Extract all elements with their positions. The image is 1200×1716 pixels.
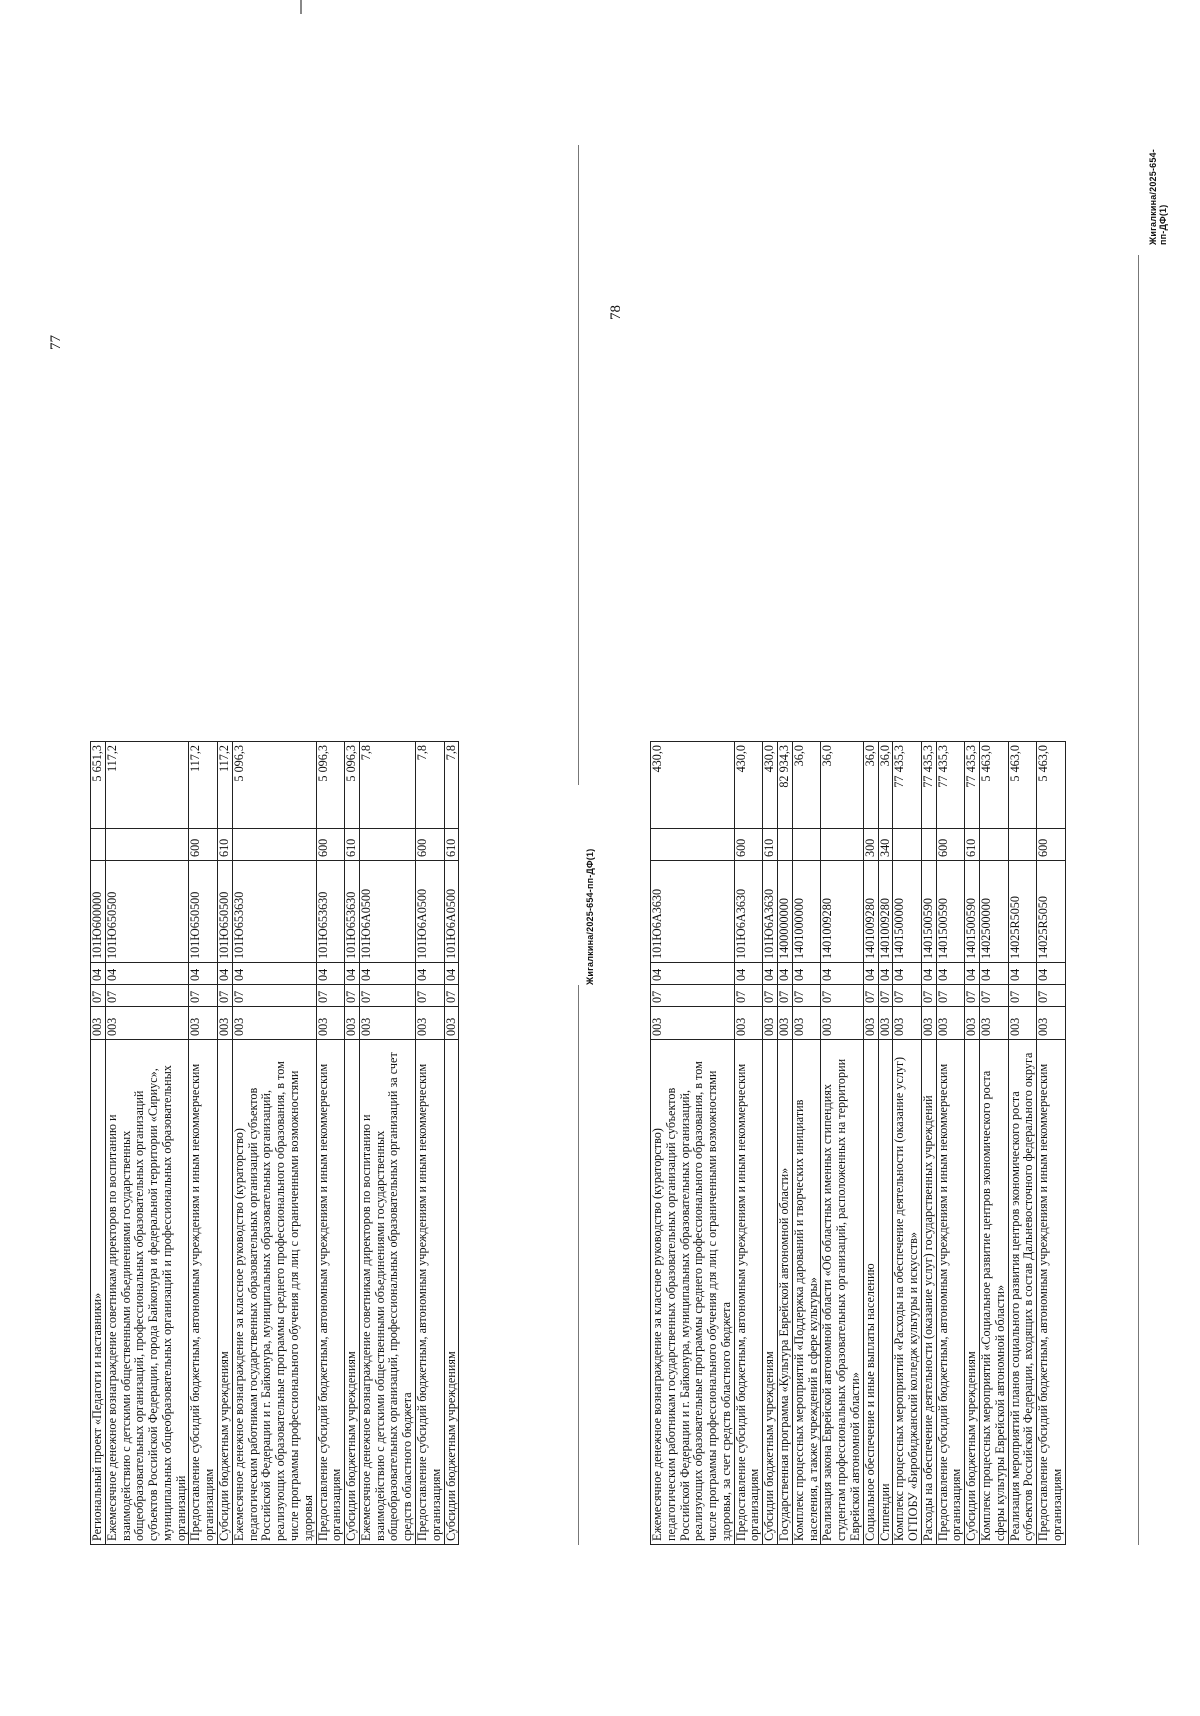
footer-signature: Жигалкина/2025-654-пп-ДФ(1) [585, 848, 595, 985]
row-code-cell-c4: 1401000000 [792, 861, 821, 963]
row-code-cell-c3: 04 [821, 963, 863, 985]
row-code-cell-c5 [778, 829, 793, 861]
table-row [345, 742, 360, 1545]
row-code-cell-c5 [651, 829, 735, 861]
row-code-cell-c3: 04 [359, 963, 415, 985]
footer-signature: Жигалкина/2025-654-пп-ДФ(1) [1148, 149, 1168, 245]
row-code-cell-c2: 07 [1008, 985, 1037, 1007]
scan-artifact [300, 0, 302, 14]
row-code-cell-c5 [921, 829, 936, 861]
table-row [734, 742, 763, 1545]
row-code-cell-c5: 610 [444, 829, 459, 861]
row-code-cell-c3: 04 [778, 963, 793, 985]
row-code-cell-c1: 003 [863, 1007, 878, 1040]
row-name-cell: Предоставление субсидий бюджетным, автономным учреждениям и иным некоммерческим организациям [415, 1040, 444, 1545]
row-code-cell-c2: 07 [91, 985, 106, 1007]
row-code-cell-c3: 04 [651, 963, 735, 985]
row-code-cell-c2: 07 [921, 985, 936, 1007]
row-name-cell: Комплекс процессных мероприятий «Расходы на обеспечение деятельности (оказание услуг) ОГПОБУ «Биробиджанский колледж культуры и искусств» [893, 1040, 922, 1545]
row-code-cell-c1: 003 [821, 1007, 863, 1040]
row-code-cell-c1: 003 [189, 1007, 218, 1040]
row-code-cell-c4: 1402500000 [979, 861, 1008, 963]
table-row [878, 742, 893, 1545]
row-name-cell: Ежемесячное денежное вознаграждение советникам директоров по воспитанию и взаимодействию с детскими общественными объединениями государственных общеобразовательных организаций, профессиональных образовательных организаций субъектов Российской Федерации, города Байконура и федеральной территории «Сириус», муниципальных общеобразовательных организаций и профессиональных образовательных организаций [105, 1040, 189, 1545]
row-code-cell-c2: 07 [218, 985, 233, 1007]
row-code-cell-c6: 77 435,3 [965, 742, 980, 829]
row-code-cell-c4: 1400000000 [778, 861, 793, 963]
row-code-cell-c5 [105, 829, 189, 861]
row-code-cell-c1: 003 [979, 1007, 1008, 1040]
row-code-cell-c2: 07 [763, 985, 778, 1007]
table-row [863, 742, 878, 1545]
row-code-cell-c6: 36,0 [878, 742, 893, 829]
table-row [1008, 742, 1037, 1545]
row-name-cell: Расходы на обеспечение деятельности (оказание услуг) государственных учреждений [921, 1040, 936, 1545]
row-name-cell: Реализация мероприятий планов социального развития центров экономического роста субъектов Российской Федерации, входящих в состав Дальневосточного федерального округа [1008, 1040, 1037, 1545]
row-name-cell: Субсидии бюджетным учреждениям [444, 1040, 459, 1545]
row-code-cell-c1: 003 [415, 1007, 444, 1040]
row-code-cell-c5: 610 [345, 829, 360, 861]
row-code-cell-c2: 07 [778, 985, 793, 1007]
row-code-cell-c3: 04 [189, 963, 218, 985]
row-code-cell-c1: 003 [936, 1007, 965, 1040]
row-code-cell-c5: 340 [878, 829, 893, 861]
row-name-cell: Предоставление субсидий бюджетным, автономным учреждениям и иным некоммерческим организациям [1037, 1040, 1066, 1545]
table-row [444, 742, 459, 1545]
row-code-cell-c1: 003 [345, 1007, 360, 1040]
row-name-cell: Комплекс процессных мероприятий «Поддержка дарований и творческих инициатив населения, а также учреждений в сфере культуры» [792, 1040, 821, 1545]
row-name-cell: Субсидии бюджетным учреждениям [763, 1040, 778, 1545]
row-code-cell-c3: 04 [979, 963, 1008, 985]
row-code-cell-c2: 07 [105, 985, 189, 1007]
row-code-cell-c4: 101Ю653630 [316, 861, 345, 963]
row-code-cell-c3: 04 [218, 963, 233, 985]
row-code-cell-c6: 5 463,0 [979, 742, 1008, 829]
row-code-cell-c3: 04 [863, 963, 878, 985]
row-name-cell: Предоставление субсидий бюджетным, автономным учреждениям и иным некоммерческим организациям [936, 1040, 965, 1545]
row-code-cell-c3: 04 [1008, 963, 1037, 985]
row-code-cell-c6: 5 463,0 [1008, 742, 1037, 829]
row-code-cell-c6: 117,2 [105, 742, 189, 829]
row-code-cell-c4: 1401500590 [965, 861, 980, 963]
row-code-cell-c6: 77 435,3 [893, 742, 922, 829]
row-code-cell-c4: 1401500590 [936, 861, 965, 963]
row-code-cell-c5 [893, 829, 922, 861]
table-row [91, 742, 106, 1545]
row-code-cell-c1: 003 [1037, 1007, 1066, 1040]
row-code-cell-c3: 04 [965, 963, 980, 985]
row-code-cell-c5: 610 [965, 829, 980, 861]
row-code-cell-c6: 7,8 [359, 742, 415, 829]
row-code-cell-c5 [792, 829, 821, 861]
row-code-cell-c3: 04 [921, 963, 936, 985]
row-code-cell-c3: 04 [763, 963, 778, 985]
row-name-cell: Предоставление субсидий бюджетным, автономным учреждениям и иным некоммерческим организациям [734, 1040, 763, 1545]
budget-table [650, 741, 1066, 1545]
row-code-cell-c6: 77 435,3 [936, 742, 965, 829]
table-row [778, 742, 793, 1545]
row-code-cell-c5: 600 [936, 829, 965, 861]
row-code-cell-c5 [232, 829, 316, 861]
row-code-cell-c4: 14025R5050 [1037, 861, 1066, 963]
row-code-cell-c2: 07 [316, 985, 345, 1007]
row-code-cell-c5: 600 [316, 829, 345, 861]
row-code-cell-c4: 101Ю6А3630 [651, 861, 735, 963]
row-code-cell-c1: 003 [792, 1007, 821, 1040]
table-row [359, 742, 415, 1545]
row-code-cell-c6: 7,8 [444, 742, 459, 829]
row-code-cell-c6: 82 934,3 [778, 742, 793, 829]
row-code-cell-c5: 610 [763, 829, 778, 861]
table-row [763, 742, 778, 1545]
row-code-cell-c3: 04 [415, 963, 444, 985]
table-row [105, 742, 189, 1545]
row-code-cell-c4: 1401009280 [863, 861, 878, 963]
row-code-cell-c4: 14025R5050 [1008, 861, 1037, 963]
page-78 [608, 145, 1168, 1545]
row-name-cell: Реализация закона Еврейской автономной области «Об областных именных стипендиях студентам профессиональных образовательных организаций, расположенных на территории Еврейской автономной области» [821, 1040, 863, 1545]
row-code-cell-c4: 1401500590 [921, 861, 936, 963]
row-name-cell: Субсидии бюджетным учреждениям [218, 1040, 233, 1545]
row-code-cell-c1: 003 [734, 1007, 763, 1040]
row-code-cell-c2: 07 [1037, 985, 1066, 1007]
row-code-cell-c1: 003 [316, 1007, 345, 1040]
table-row [1037, 742, 1066, 1545]
row-code-cell-c3: 04 [792, 963, 821, 985]
table-row [792, 742, 821, 1545]
row-code-cell-c6: 5 096,3 [316, 742, 345, 829]
page-77 [48, 145, 595, 1545]
row-code-cell-c2: 07 [863, 985, 878, 1007]
row-code-cell-c5: 600 [189, 829, 218, 861]
row-name-cell: Стипендии [878, 1040, 893, 1545]
row-code-cell-c6: 430,0 [651, 742, 735, 829]
row-name-cell: Ежемесячное денежное вознаграждение за классное руководство (кураторство) педагогическим работникам государственных образовательных организаций субъектов Российской Федерации и г. Байконура, муниципальных образовательных организаций, реализующих образовательные программы среднего профессионального образования, в том числе программы профессионального обучения для лиц с ограниченными возможностями здоровья [232, 1040, 316, 1545]
row-name-cell: Региональный проект «Педагоги и наставники» [91, 1040, 106, 1545]
row-code-cell-c3: 04 [105, 963, 189, 985]
row-code-cell-c6: 430,0 [763, 742, 778, 829]
budget-table-body [91, 742, 459, 1545]
row-code-cell-c3: 04 [345, 963, 360, 985]
row-code-cell-c1: 003 [778, 1007, 793, 1040]
row-code-cell-c5 [91, 829, 106, 861]
row-code-cell-c3: 04 [232, 963, 316, 985]
budget-table [90, 741, 459, 1545]
row-code-cell-c2: 07 [792, 985, 821, 1007]
row-code-cell-c2: 07 [359, 985, 415, 1007]
row-code-cell-c5: 600 [1037, 829, 1066, 861]
row-code-cell-c1: 003 [444, 1007, 459, 1040]
row-code-cell-c4: 101Ю650500 [105, 861, 189, 963]
row-code-cell-c4: 101Ю6А0500 [415, 861, 444, 963]
row-code-cell-c3: 04 [91, 963, 106, 985]
row-name-cell: Ежемесячное денежное вознаграждение за классное руководство (кураторство) педагогическим работникам государственных образовательных организаций субъектов Российской Федерации и г. Байконура, муниципальных образовательных организаций, реализующих образовательные программы среднего профессионального образования, в том числе программы профессионального обучения для лиц с ограниченными возможностями здоровья, за счет средств областного бюджета [651, 1040, 735, 1545]
row-code-cell-c6: 77 435,3 [921, 742, 936, 829]
page-number: 77 [48, 335, 64, 350]
row-code-cell-c1: 003 [651, 1007, 735, 1040]
row-code-cell-c6: 36,0 [792, 742, 821, 829]
row-code-cell-c5 [821, 829, 863, 861]
row-code-cell-c4: 101Ю600000 [91, 861, 106, 963]
footer-line [578, 145, 579, 785]
row-name-cell: Государственная программа «Культура Еврейской автономной области» [778, 1040, 793, 1545]
row-code-cell-c6: 5 651,3 [91, 742, 106, 829]
row-name-cell: Социальное обеспечение и иные выплаты населению [863, 1040, 878, 1545]
row-code-cell-c6: 5 096,3 [345, 742, 360, 829]
row-code-cell-c1: 003 [921, 1007, 936, 1040]
row-code-cell-c1: 003 [878, 1007, 893, 1040]
row-code-cell-c6: 5 096,3 [232, 742, 316, 829]
table-row [651, 742, 735, 1545]
row-code-cell-c2: 07 [651, 985, 735, 1007]
row-code-cell-c1: 003 [1008, 1007, 1037, 1040]
row-code-cell-c2: 07 [345, 985, 360, 1007]
row-code-cell-c2: 07 [878, 985, 893, 1007]
row-code-cell-c5: 600 [415, 829, 444, 861]
row-code-cell-c4: 101Ю653630 [232, 861, 316, 963]
row-code-cell-c4: 101Ю650500 [189, 861, 218, 963]
row-code-cell-c2: 07 [965, 985, 980, 1007]
row-name-cell: Субсидии бюджетным учреждениям [345, 1040, 360, 1545]
row-code-cell-c5 [359, 829, 415, 861]
table-row [979, 742, 1008, 1545]
row-code-cell-c6: 430,0 [734, 742, 763, 829]
row-code-cell-c6: 5 463,0 [1037, 742, 1066, 829]
row-code-cell-c5: 600 [734, 829, 763, 861]
table-row [415, 742, 444, 1545]
row-code-cell-c2: 07 [232, 985, 316, 1007]
row-code-cell-c3: 04 [893, 963, 922, 985]
table-row [218, 742, 233, 1545]
table-row [965, 742, 980, 1545]
row-code-cell-c2: 07 [821, 985, 863, 1007]
row-code-cell-c6: 117,2 [218, 742, 233, 829]
footer-line [578, 985, 579, 1545]
row-code-cell-c1: 003 [105, 1007, 189, 1040]
table-row [936, 742, 965, 1545]
row-code-cell-c5: 610 [218, 829, 233, 861]
page-number: 78 [608, 305, 624, 320]
row-code-cell-c6: 117,2 [189, 742, 218, 829]
row-name-cell: Ежемесячное денежное вознаграждение советникам директоров по воспитанию и взаимодействию с детскими общественными объединениями государственных общеобразовательных организаций, профессиональных образовательных организаций за счет средств областного бюджета [359, 1040, 415, 1545]
row-code-cell-c4: 1401500000 [893, 861, 922, 963]
row-code-cell-c4: 101Ю653630 [345, 861, 360, 963]
row-code-cell-c2: 07 [189, 985, 218, 1007]
row-name-cell: Предоставление субсидий бюджетным, автономным учреждениям и иным некоммерческим организациям [316, 1040, 345, 1545]
row-code-cell-c4: 1401009280 [878, 861, 893, 963]
row-code-cell-c2: 07 [893, 985, 922, 1007]
row-code-cell-c3: 04 [444, 963, 459, 985]
row-code-cell-c1: 003 [763, 1007, 778, 1040]
table-row [893, 742, 922, 1545]
row-code-cell-c4: 101Ю6А3630 [734, 861, 763, 963]
row-code-cell-c5 [1008, 829, 1037, 861]
row-code-cell-c6: 36,0 [863, 742, 878, 829]
row-code-cell-c4: 1401009280 [821, 861, 863, 963]
row-name-cell: Предоставление субсидий бюджетным, автономным учреждениям и иным некоммерческим организациям [189, 1040, 218, 1545]
row-code-cell-c2: 07 [936, 985, 965, 1007]
row-code-cell-c6: 7,8 [415, 742, 444, 829]
row-code-cell-c4: 101Ю6А3630 [763, 861, 778, 963]
table-row [189, 742, 218, 1545]
table-row [232, 742, 316, 1545]
row-code-cell-c4: 101Ю6А0500 [359, 861, 415, 963]
row-code-cell-c1: 003 [359, 1007, 415, 1040]
row-code-cell-c1: 003 [91, 1007, 106, 1040]
table-row [921, 742, 936, 1545]
row-code-cell-c3: 04 [878, 963, 893, 985]
row-name-cell: Субсидии бюджетным учреждениям [965, 1040, 980, 1545]
row-code-cell-c2: 07 [979, 985, 1008, 1007]
row-code-cell-c4: 101Ю650500 [218, 861, 233, 963]
footer-line [1138, 255, 1139, 1545]
row-code-cell-c1: 003 [218, 1007, 233, 1040]
table-row [821, 742, 863, 1545]
row-code-cell-c5 [979, 829, 1008, 861]
row-code-cell-c3: 04 [936, 963, 965, 985]
table-row [316, 742, 345, 1545]
row-code-cell-c6: 36,0 [821, 742, 863, 829]
row-code-cell-c2: 07 [734, 985, 763, 1007]
row-code-cell-c1: 003 [965, 1007, 980, 1040]
row-code-cell-c3: 04 [316, 963, 345, 985]
row-code-cell-c3: 04 [734, 963, 763, 985]
row-code-cell-c5: 300 [863, 829, 878, 861]
row-name-cell: Комплекс процессных мероприятий «Социальное развитие центров экономического роста сферы культуры Еврейской автономной области» [979, 1040, 1008, 1545]
row-code-cell-c1: 003 [232, 1007, 316, 1040]
row-code-cell-c2: 07 [415, 985, 444, 1007]
row-code-cell-c4: 101Ю6А0500 [444, 861, 459, 963]
row-code-cell-c1: 003 [893, 1007, 922, 1040]
row-code-cell-c2: 07 [444, 985, 459, 1007]
row-code-cell-c3: 04 [1037, 963, 1066, 985]
budget-table-body [651, 742, 1066, 1545]
